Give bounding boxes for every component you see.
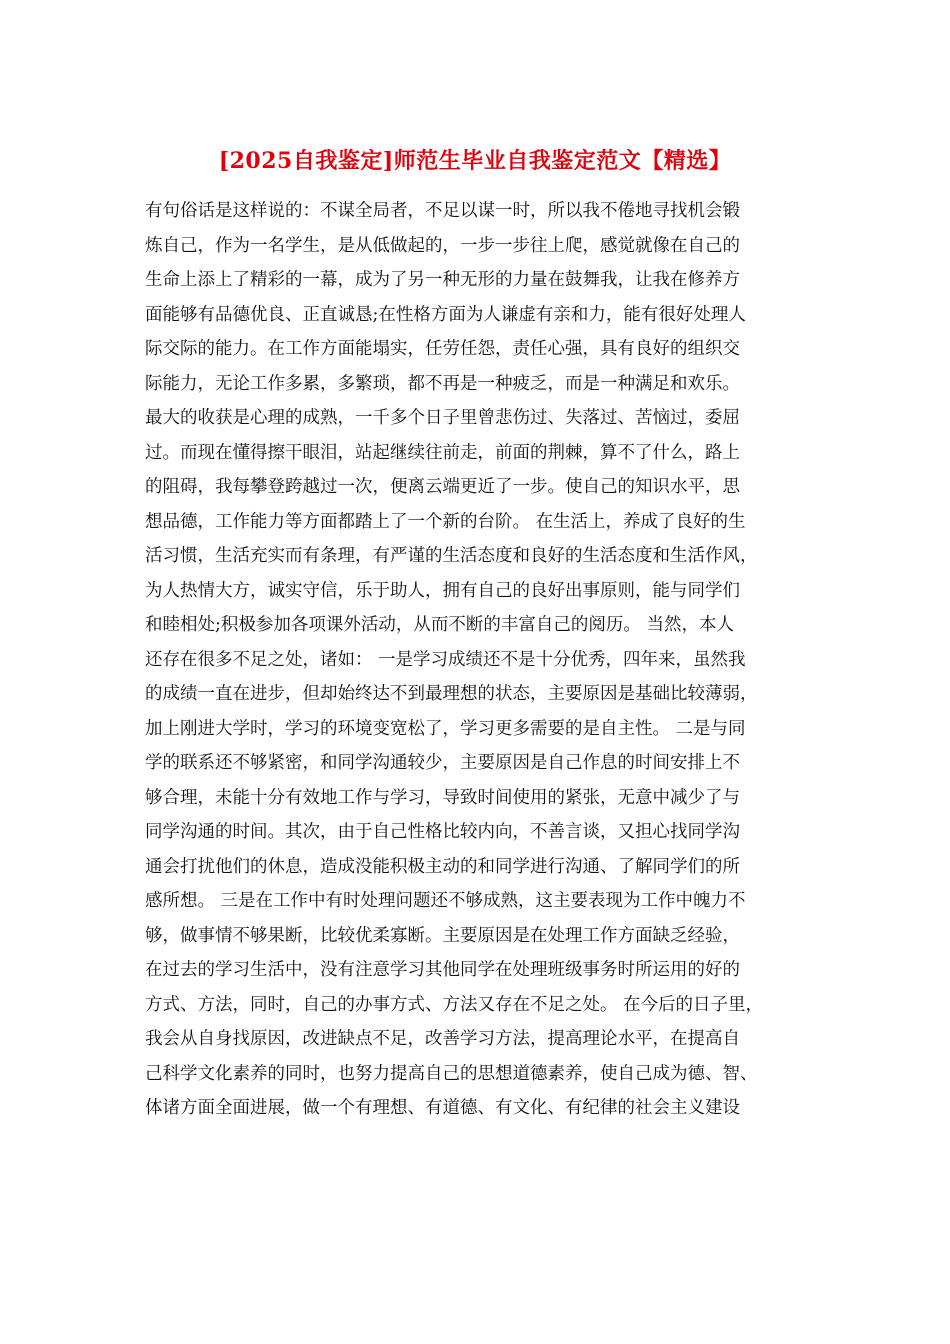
body-line-20: 通会打扰他们的休息，造成没能积极主动的和同学进行沟通、了解同学们的所	[145, 856, 740, 877]
body-line-8: 过。而现在懂得擦干眼泪，站起继续往前走，前面的荆棘，算不了什么，路上	[145, 442, 740, 463]
body-line-24: 方式、方法，同时，自己的办事方式、方法又存在不足之处。 在今后的日子里，	[145, 994, 764, 1015]
body-line-22: 够，做事情不够果断，比较优柔寡断。主要原因是在处理工作方面缺乏经验，	[145, 925, 740, 946]
body-line-16: 加上刚进大学时，学习的环境变宽松了，学习更多需要的是自主性。 二是与同	[145, 718, 746, 739]
body-line-10: 想品德，工作能力等方面都踏上了一个新的台阶。 在生活上，养成了良好的生	[145, 511, 746, 532]
body-line-21: 感所想。 三是在工作中有时处理问题还不够成熟，这主要表现为工作中魄力不	[145, 891, 746, 911]
document-title: [2025自我鉴定]师范生毕业自我鉴定范文【精选】	[218, 148, 732, 174]
body-line-27: 体诸方面全面进展，做一个有理想、有道德、有文化、有纪律的社会主义建设	[145, 1098, 740, 1118]
body-line-18: 够合理，未能十分有效地工作与学习，导致时间使用的紧张，无意中减少了与	[145, 787, 740, 808]
body-line-7: 最大的收获是心理的成熟，一千多个日子里曾悲伤过、失落过、苦恼过，委屈	[145, 408, 740, 428]
body-line-17: 学的联系还不够紧密，和同学沟通较少，主要原因是自己作息的时间安排上不	[145, 753, 740, 773]
body-line-3: 生命上添上了精彩的一幕，成为了另一种无形的力量在鼓舞我，让我在修养方	[145, 270, 740, 290]
body-line-9: 的阻碍，我每攀登跨越过一次，便离云端更近了一步。使自己的知识水平，思	[145, 477, 740, 497]
body-line-12: 为人热情大方，诚实守信，乐于助人，拥有自己的良好出事原则，能与同学们	[145, 580, 740, 601]
body-line-11: 活习惯，生活充实而有条理，有严谨的生活态度和良好的生活态度和生活作风，	[145, 546, 758, 566]
body-line-19: 同学沟通的时间。其次，由于自己性格比较内向，不善言谈，又担心找同学沟	[145, 822, 740, 842]
body-line-15: 的成绩一直在进步，但却始终达不到最理想的状态，主要原因是基础比较薄弱，	[145, 684, 758, 704]
body-line-23: 在过去的学习生活中，没有注意学习其他同学在处理班级事务时所运用的好的	[145, 960, 740, 980]
body-line-2: 炼自己，作为一名学生，是从低做起的，一步一步往上爬，感觉就像在自己的	[145, 235, 740, 256]
body-line-14: 还存在很多不足之处，诸如： 一是学习成绩还不是十分优秀，四年来，虽然我	[145, 649, 746, 670]
document-body	[145, 194, 815, 1126]
body-line-25: 我会从自身找原因，改进缺点不足，改善学习方法，提高理论水平，在提高自	[145, 1029, 740, 1049]
body-line-26: 己科学文化素养的同时，也努力提高自己的思想道德素养，使自己成为德、智、	[145, 1063, 758, 1084]
body-line-4: 面能够有品德优良、正直诚恳;在性格方面为人谦虚有亲和力，能有很好处理人	[145, 304, 746, 325]
body-line-5: 际交际的能力。在工作方面能塌实，任劳任怨，责任心强，具有良好的组织交	[145, 339, 740, 359]
body-line-1: 有句俗话是这样说的：不谋全局者，不足以谋一时，所以我不倦地寻找机会锻	[145, 201, 740, 221]
body-line-6: 际能力，无论工作多累，多繁琐，都不再是一种疲乏，而是一种满足和欢乐。	[145, 373, 740, 394]
body-line-13: 和睦相处;积极参加各项课外活动，从而不断的丰富自己的阅历。 当然，本人	[145, 615, 734, 635]
